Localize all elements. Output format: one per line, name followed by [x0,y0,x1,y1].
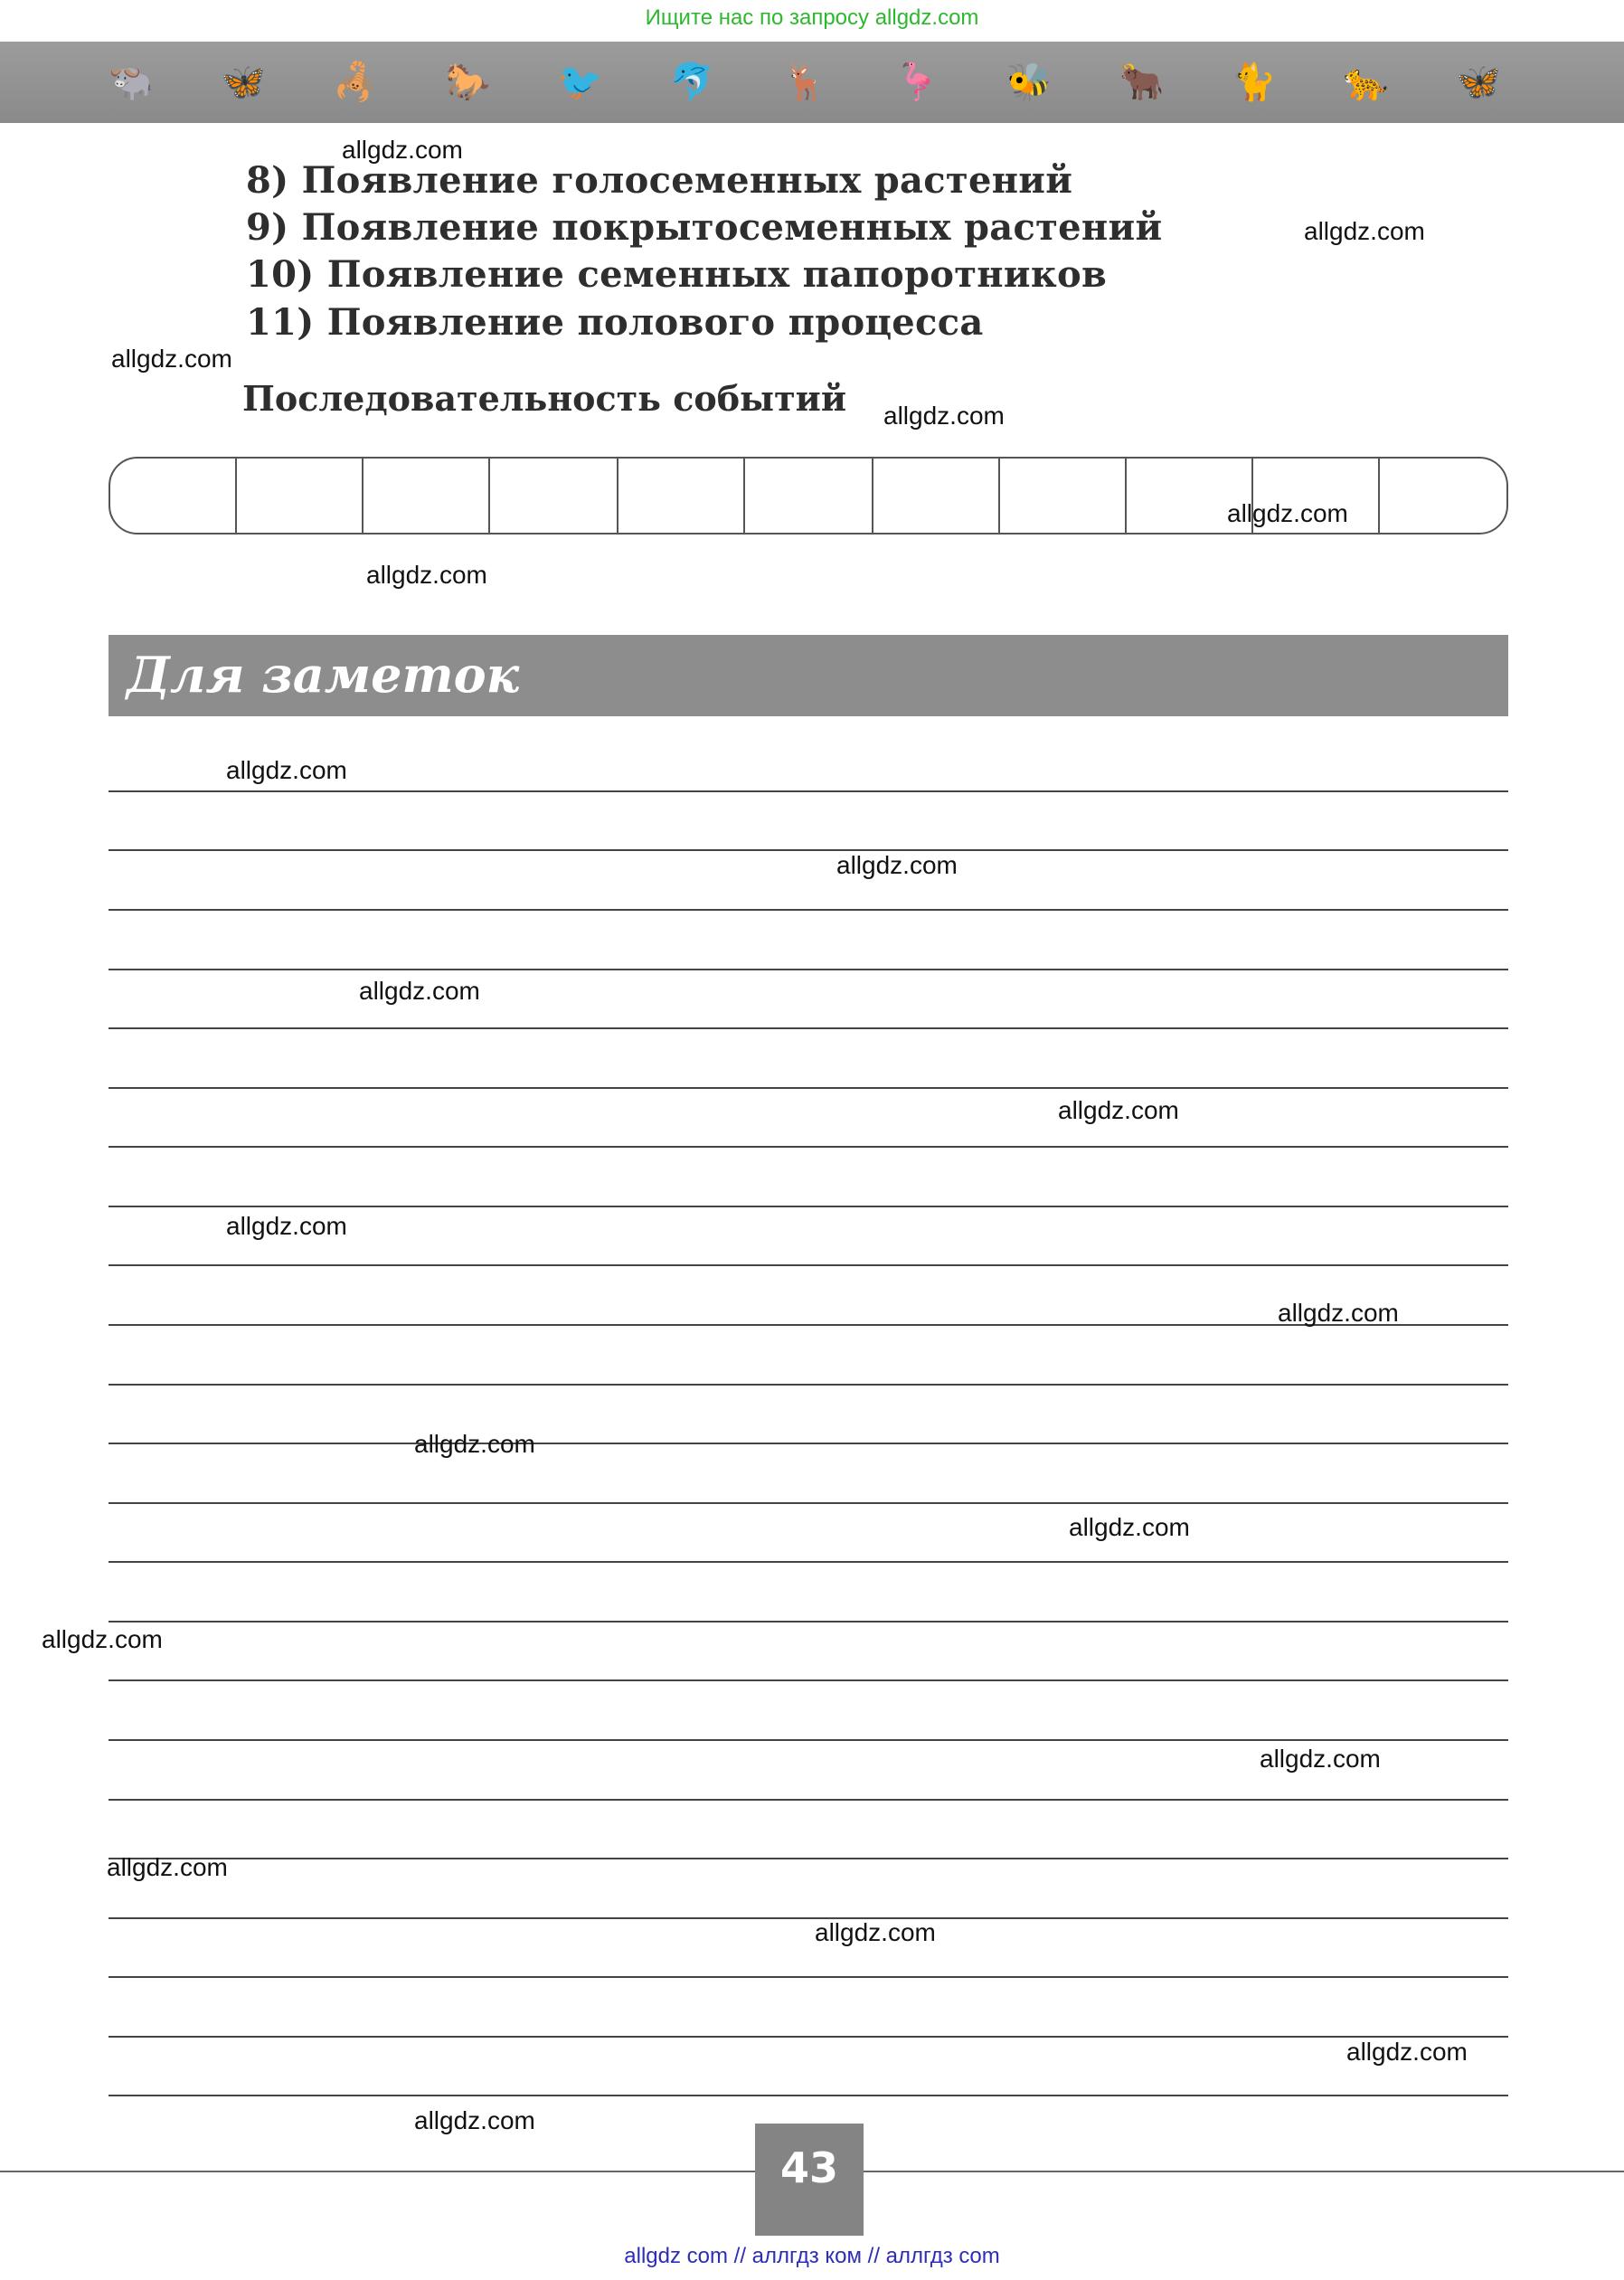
notes-line [109,969,1508,970]
sequence-cell[interactable] [1378,459,1380,533]
watermark: allgdz.com [226,1212,347,1240]
notes-header [109,635,1508,716]
notes-line [109,1976,1508,1978]
moose-icon: 🦌 [782,61,827,103]
watermark: allgdz.com [1069,1513,1190,1541]
animal-decoration-band [0,42,1624,123]
watermark: allgdz.com [226,756,347,784]
event-item-8: 8) Появление голосеменных растений [246,159,1073,202]
insect-icon: 🐝 [1006,61,1053,103]
butterfly-icon: 🦋 [1455,61,1501,103]
sequence-cell[interactable] [1125,459,1127,533]
notes-line [109,1264,1508,1266]
bull-icon: 🐂 [1119,61,1165,103]
watermark: allgdz.com [1058,1096,1179,1124]
notes-line [109,2095,1508,2096]
page-number: 43 [779,2143,838,2192]
watermark: allgdz.com [836,851,958,879]
sequence-cell[interactable] [362,459,364,533]
watermark: allgdz.com [107,1853,228,1881]
notes-line [109,1679,1508,1681]
watermark: allgdz.com [359,977,480,1005]
scorpion-icon: 🦂 [333,61,379,103]
bison-icon: 🐃 [109,61,154,103]
notes-line [109,1739,1508,1741]
sequence-cell[interactable] [617,459,618,533]
watermark: allgdz.com [366,561,487,589]
notes-line [109,2036,1508,2038]
notes-title: Для заметок [127,646,520,704]
dolphin-icon: 🐬 [669,61,715,103]
page-number-box [755,2124,864,2236]
watermark: allgdz.com [111,345,232,373]
event-item-10: 10) Появление семенных папоротников [246,253,1108,296]
bird-icon: 🐦 [557,61,603,103]
watermark: allgdz.com [883,402,1005,430]
notes-line [109,1087,1508,1089]
watermark: allgdz.com [414,2106,535,2134]
watermark: allgdz.com [342,136,463,164]
notes-line [109,909,1508,911]
notes-line [109,1146,1508,1148]
notes-line [109,1621,1508,1622]
watermark: allgdz.com [815,1918,936,1946]
notes-line [109,849,1508,851]
cat-icon: 🐈 [1231,61,1277,103]
event-item-11: 11) Появление полового процесса [246,301,984,344]
notes-line [109,1384,1508,1386]
sequence-cell[interactable] [235,459,237,533]
watermark: allgdz.com [1227,499,1348,527]
sequence-cell[interactable] [488,459,490,533]
heron-icon: 🦩 [894,61,939,103]
notes-line [109,1858,1508,1859]
notes-line [109,790,1508,792]
footer-links[interactable]: allgdz com // аллгдз ком // аллгдз com [624,2244,1000,2268]
event-item-9: 9) Появление покрытосеменных растений [246,206,1163,249]
notes-line [109,1443,1508,1444]
sequence-cell[interactable] [872,459,873,533]
sequence-title: Последовательность событий [242,378,847,419]
watermark: allgdz.com [414,1430,535,1458]
notes-line [109,1561,1508,1563]
watermark: allgdz.com [1304,217,1425,245]
cheetah-icon: 🐆 [1343,61,1389,103]
notes-line [109,1917,1508,1919]
butterfly-icon: 🦋 [221,61,267,103]
watermark: allgdz.com [1260,1745,1381,1773]
notes-line [109,1502,1508,1504]
notes-line [109,1027,1508,1029]
watermark: allgdz.com [42,1625,163,1653]
notes-line [109,1799,1508,1801]
sequence-cell[interactable] [998,459,1000,533]
top-promo-link[interactable]: Ищите нас по запросу allgdz.com [645,5,979,30]
watermark: allgdz.com [1278,1299,1399,1327]
horse-icon: 🐎 [445,61,491,103]
watermark: allgdz.com [1346,2038,1468,2066]
notes-line [109,1206,1508,1207]
sequence-cell[interactable] [743,459,745,533]
